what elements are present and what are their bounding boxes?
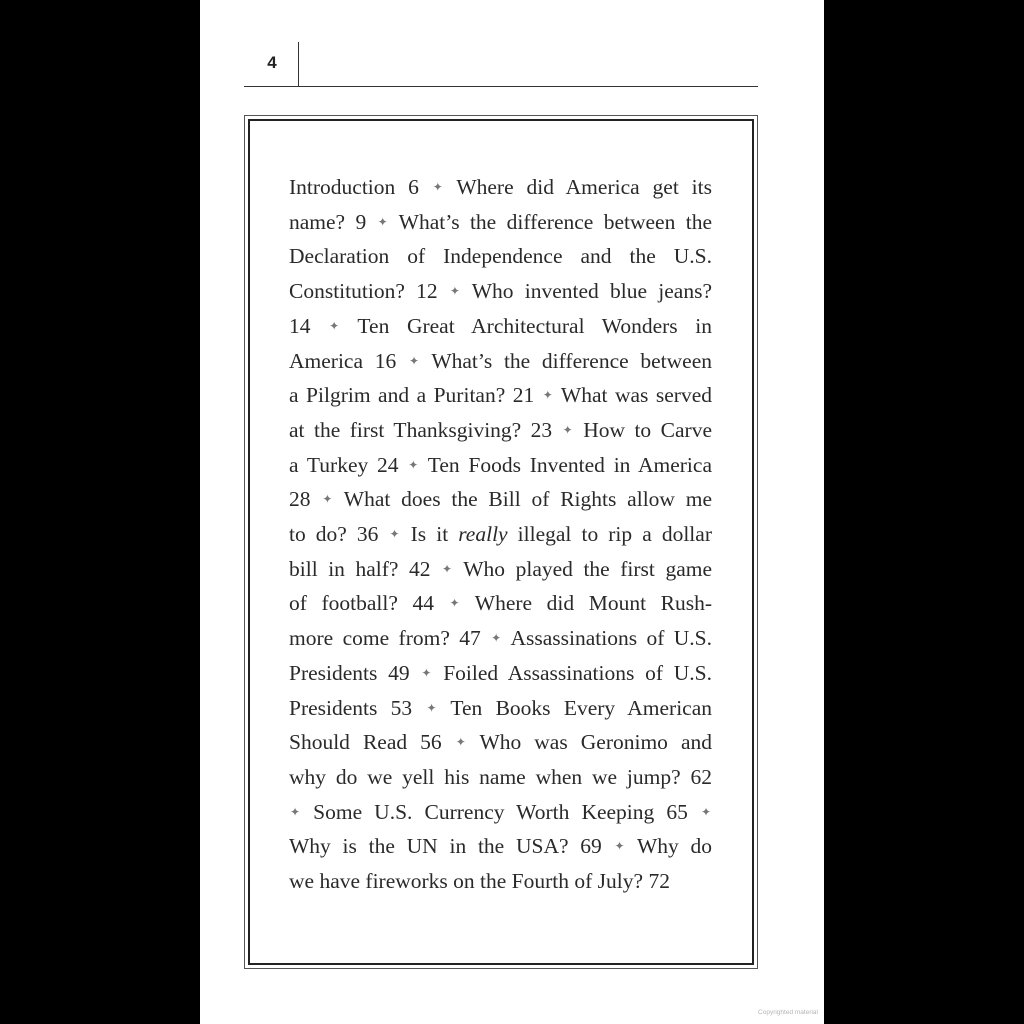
diamond-separator-icon: ✦ (421, 665, 432, 680)
copyright-watermark: Copyrighted material (758, 1009, 818, 1016)
diamond-separator-icon: ✦ (408, 353, 420, 368)
diamond-separator-icon: ✦ (491, 631, 502, 646)
header-divider (298, 42, 299, 87)
toc-line: 14 ✦ Ten Great Architectural Wonders in (289, 313, 713, 338)
page-number: 4 (267, 53, 277, 72)
diamond-separator-icon: ✦ (449, 284, 460, 299)
table-of-contents (289, 170, 712, 899)
book-page (200, 0, 824, 1024)
toc-line: of football? 44 ✦ Where did Mount Rush- (289, 591, 712, 616)
header-rule (244, 86, 758, 87)
toc-line: Presidents 53 ✦ Ten Books Every American (289, 695, 712, 720)
toc-line: Presidents 49 ✦ Foiled Assassinations of U.S. (289, 660, 712, 685)
diamond-separator-icon: ✦ (290, 804, 301, 819)
diamond-separator-icon: ✦ (377, 214, 388, 229)
toc-line: Introduction 6 ✦ Where did America get its (289, 175, 712, 199)
toc-line: Declaration of Independence and the U.S. (289, 244, 712, 269)
diamond-separator-icon: ✦ (322, 492, 333, 507)
toc-line: bill in half? 42 ✦ Who played the first game (289, 556, 712, 581)
diamond-separator-icon: ✦ (455, 735, 466, 750)
diamond-separator-icon: ✦ (700, 804, 711, 819)
diamond-separator-icon: ✦ (542, 388, 553, 403)
toc-line: Should Read 56 ✦ Who was Geronimo and (289, 730, 713, 755)
toc-line: a Pilgrim and a Puritan? 21 ✦ What was served (289, 383, 713, 408)
diamond-separator-icon: ✦ (329, 318, 340, 333)
diamond-separator-icon: ✦ (562, 422, 573, 437)
toc-line: why do we yell his name when we jump? 62 (289, 764, 712, 789)
diamond-separator-icon: ✦ (442, 561, 453, 576)
toc-line: Constitution? 12 ✦ Who invented blue jeans? (289, 279, 713, 304)
diamond-separator-icon: ✦ (426, 700, 437, 715)
toc-line: we have fireworks on the Fourth of July? 72 (289, 869, 670, 894)
diamond-separator-icon: ✦ (614, 839, 625, 854)
toc-line: ✦ Some U.S. Currency Worth Keeping 65 ✦ (290, 799, 711, 824)
toc-line: at the first Thanksgiving? 23 ✦ How to Carve (289, 417, 712, 442)
diamond-separator-icon: ✦ (449, 596, 460, 611)
diamond-separator-icon: ✦ (389, 527, 400, 542)
toc-line: more come from? 47 ✦ Assassinations of U.S. (289, 626, 713, 651)
toc-line: name? 9 ✦ What’s the difference between the (289, 209, 713, 234)
diamond-separator-icon: ✦ (432, 180, 443, 194)
toc-line: 28 ✦ What does the Bill of Rights allow me (289, 487, 713, 512)
toc-line: America 16 ✦ What’s the difference between (289, 348, 713, 373)
toc-line: to do? 36 ✦ Is it really illegal to rip a dollar (289, 522, 712, 547)
diamond-separator-icon: ✦ (408, 457, 419, 472)
toc-line: a Turkey 24 ✦ Ten Foods Invented in America (289, 452, 712, 477)
toc-line: Why is the UN in the USA? 69 ✦ Why do (289, 834, 713, 859)
emphasis-text: really (458, 522, 508, 547)
